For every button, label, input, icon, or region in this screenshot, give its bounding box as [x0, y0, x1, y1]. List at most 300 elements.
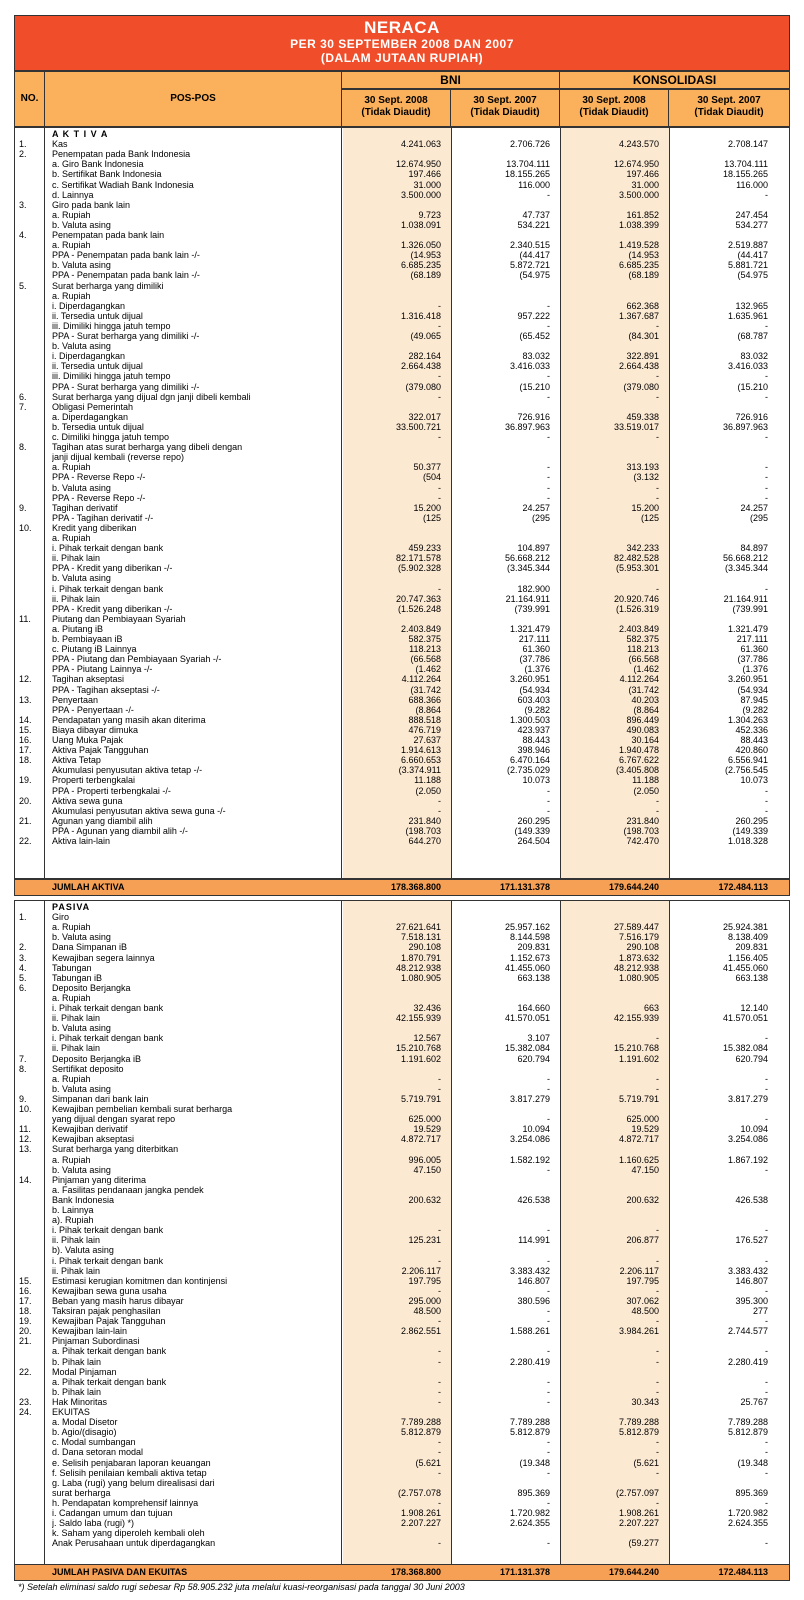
- value-bni-2007: 620.794: [517, 1053, 550, 1064]
- value-bni-2008: -: [438, 1376, 441, 1387]
- total-pasiva-row: [14, 1564, 790, 1581]
- row-label: Kewajiban Pajak Tangguhan: [52, 1316, 166, 1327]
- value-kons-2008: (198.703: [623, 825, 659, 836]
- row-label: k. Saham yang diperoleh kembali oleh: [52, 1528, 205, 1539]
- value-kons-2007: -: [765, 805, 768, 816]
- value-kons-2008: -: [656, 1225, 659, 1236]
- value-bni-2007: -: [547, 1396, 550, 1407]
- value-kons-2007: 277: [752, 1306, 768, 1316]
- value-bni-2007: 7.789.288: [509, 1417, 550, 1428]
- value-bni-2008: 118.213: [409, 644, 441, 655]
- value-kons-2008: (1.462: [633, 664, 659, 675]
- value-bni-2007: (9.282: [524, 704, 550, 715]
- row-label: Kewajiban segera lainnya: [52, 952, 155, 963]
- value-kons-2008: (3.405.808: [615, 765, 659, 776]
- value-bni-2007: (37.786: [519, 654, 550, 665]
- value-kons-2008: -: [656, 1497, 659, 1508]
- value-bni-2008: (1.526.248: [397, 603, 441, 614]
- row-label: Penyertaan: [52, 694, 99, 705]
- value-bni-2007: 24.257: [522, 502, 550, 513]
- row-label: Simpanan dari bank lain: [52, 1093, 149, 1104]
- value-kons-2008: 3.500.000: [618, 189, 659, 200]
- value-bni-2007: 2.340.515: [509, 240, 550, 251]
- row-label: Modal Pinjaman: [52, 1366, 117, 1377]
- value-kons-2007: -: [765, 583, 768, 594]
- row-label: c. Modal sumbangan: [52, 1437, 136, 1448]
- row-label: i. Diperdagangkan: [52, 300, 126, 311]
- row-number: 4.: [19, 230, 27, 240]
- row-label: a. Modal Disetor: [52, 1417, 118, 1428]
- row-number: 22.: [19, 836, 32, 846]
- row-label: b. Pihak lain: [52, 1356, 102, 1367]
- col-header-no: NO.: [14, 71, 45, 127]
- row-label: a. Rupiah: [52, 922, 91, 933]
- value-kons-2007: 3.416.033: [727, 361, 768, 372]
- value-bni-2007: 1.300.503: [509, 714, 550, 725]
- value-kons-2008: 2.207.227: [618, 1518, 659, 1529]
- value-kons-2007: 3.817.279: [727, 1093, 768, 1104]
- value-kons-2007: 2.519.887: [727, 240, 768, 251]
- value-kons-2008: 200.632: [626, 1194, 659, 1205]
- value-kons-2008: 1.080.905: [618, 972, 659, 983]
- row-label: Deposito Berjangka iB: [52, 1053, 142, 1064]
- row-label: a. Piutang iB: [52, 623, 104, 634]
- value-kons-2008: 30.164: [631, 735, 659, 745]
- value-bni-2007: -: [547, 300, 550, 311]
- row-label: a. Rupiah: [52, 290, 91, 301]
- value-kons-2008: (1.526.319: [615, 603, 659, 614]
- row-label: Kewajiban derivatif: [52, 1124, 128, 1135]
- row-label: Aktiva Tetap: [52, 755, 101, 766]
- value-kons-2007: 534.277: [735, 219, 768, 230]
- row-label: g. Laba (rugi) yang belum direalisasi dari: [52, 1477, 215, 1488]
- value-kons-2008: (125: [640, 512, 659, 523]
- value-kons-2007: (15.210: [737, 381, 768, 392]
- value-kons-2008: 5.719.791: [618, 1093, 659, 1104]
- row-label: Biaya dibayar dimuka: [52, 724, 139, 735]
- value-bni-2007: (15.210: [519, 381, 550, 392]
- row-number: 20.: [19, 795, 32, 806]
- value-kons-2008: 1.908.261: [618, 1508, 659, 1518]
- value-bni-2008: -: [438, 1538, 441, 1549]
- value-bni-2007: 61.360: [522, 644, 550, 655]
- value-bni-2007: 10.094: [522, 1124, 550, 1135]
- value-kons-2008: (5.953.301: [615, 563, 659, 574]
- row-label: Surat berharga yang dimiliki: [52, 280, 164, 291]
- value-kons-2008: 582.375: [626, 634, 659, 644]
- value-kons-2008: 206.877: [626, 1235, 659, 1246]
- value-kons-2007: 84.897: [740, 543, 768, 554]
- value-kons-2008: 896.449: [626, 714, 659, 725]
- value-kons-2007: -: [765, 785, 768, 796]
- value-bni-2008: 688.366: [408, 694, 441, 705]
- row-number: 17.: [19, 1295, 32, 1306]
- table-row: [15, 836, 789, 847]
- value-kons-2008: 663: [643, 1003, 659, 1013]
- row-label: Pinjaman yang diterima: [52, 1174, 147, 1185]
- value-bni-2007: (54.975: [519, 270, 550, 281]
- value-kons-2008: 161.852: [626, 209, 659, 220]
- value-kons-2008: -: [656, 1033, 659, 1044]
- value-bni-2008: (504: [422, 472, 441, 483]
- value-kons-2007: (739.991: [732, 603, 768, 614]
- value-bni-2007: -: [547, 1437, 550, 1448]
- value-kons-2007: (54.934: [737, 684, 768, 695]
- value-bni-2007: -: [547, 462, 550, 473]
- row-label: Taksiran pajak penghasilan: [52, 1306, 161, 1316]
- row-label: ii. Pihak lain: [52, 1235, 101, 1246]
- row-label: i. Pihak terkait dengan bank: [52, 1003, 164, 1013]
- row-label: a. Rupiah: [52, 462, 91, 473]
- value-bni-2007: 1.588.261: [509, 1326, 550, 1337]
- value-bni-2008: 1.870.791: [400, 952, 441, 963]
- value-kons-2008: -: [656, 1356, 659, 1367]
- value-kons-2008: 47.150: [631, 1164, 659, 1175]
- value-bni-2008: 47.150: [413, 1164, 441, 1175]
- value-kons-2008: -: [656, 1346, 659, 1357]
- value-bni-2007: 6.470.164: [509, 755, 550, 766]
- value-bni-2008: -: [438, 1467, 441, 1478]
- value-kons-2007: 2.280.419: [727, 1356, 768, 1367]
- row-label: Kewajiban akseptasi: [52, 1134, 135, 1145]
- value-bni-2008: 625.000: [408, 1114, 441, 1125]
- value-kons-2007: (19.348: [737, 1457, 768, 1468]
- value-bni-2008: 20.747.363: [395, 593, 441, 604]
- value-kons-2008: 20.920.746: [613, 593, 659, 604]
- value-bni-2008: -: [438, 1447, 441, 1458]
- row-number: 9.: [19, 1093, 27, 1104]
- row-label: Uang Muka Pajak: [52, 735, 124, 745]
- value-kons-2007: 1.321.479: [727, 623, 768, 634]
- value-bni-2008: (198.703: [405, 825, 441, 836]
- row-label: b. Agio/(disagio): [52, 1427, 117, 1438]
- value-bni-2007: 1.582.192: [509, 1154, 550, 1165]
- row-label: a. Diperdagangkan: [52, 411, 129, 422]
- row-label: Properti terbengkalai: [52, 775, 136, 786]
- value-bni-2007: -: [547, 371, 550, 382]
- total-bni-2007: 171.131.378: [499, 882, 550, 892]
- row-label: b. Valuta asing: [52, 932, 111, 943]
- value-bni-2008: -: [438, 583, 441, 594]
- row-label: Surat berharga yang diterbitkan: [52, 1144, 179, 1155]
- value-kons-2007: -: [765, 1497, 768, 1508]
- row-number: 10.: [19, 522, 32, 533]
- col-header-bni-2008: 30 Sept. 2008 (Tidak Diaudit): [341, 89, 451, 127]
- value-kons-2007: 56.668.212: [722, 553, 768, 564]
- value-kons-2007: -: [765, 1538, 768, 1549]
- value-bni-2007: 114.991: [518, 1235, 550, 1246]
- row-number: 6.: [19, 982, 27, 993]
- value-bni-2008: 50.377: [413, 462, 441, 473]
- row-number: 15.: [19, 1275, 32, 1286]
- value-bni-2008: -: [438, 805, 441, 816]
- row-label: PPA - Reverse Repo -/-: [52, 492, 146, 503]
- value-kons-2007: -: [765, 1255, 768, 1266]
- value-bni-2007: 260.295: [517, 815, 550, 826]
- row-label: yang dijual dengan syarat repo: [52, 1114, 176, 1125]
- value-bni-2007: 10.073: [522, 775, 550, 786]
- value-kons-2007: -: [765, 1164, 768, 1175]
- row-label: j. Saldo laba (rugi) *): [52, 1518, 135, 1529]
- total-kons-2007: 172.484.113: [718, 1567, 768, 1577]
- col-header-bni-2007: 30 Sept. 2007 (Tidak Diaudit): [450, 89, 560, 127]
- row-label: Estimasi kerugian komitmen dan kontinjensi: [52, 1275, 228, 1286]
- row-label: PPA - Reverse Repo -/-: [52, 472, 146, 483]
- row-label: Surat berharga yang dijual dgn janji dibeli kembali: [52, 391, 251, 402]
- value-bni-2008: 1.326.050: [400, 240, 441, 251]
- value-bni-2008: (5.902.328: [397, 563, 441, 574]
- value-bni-2007: 3.416.033: [509, 361, 550, 372]
- value-bni-2007: (3.345.344: [506, 563, 550, 574]
- row-label: ii. Tersedia untuk dijual: [52, 310, 143, 321]
- value-bni-2007: 264.504: [517, 836, 550, 846]
- value-kons-2008: 6.767.622: [618, 755, 659, 766]
- value-kons-2007: 12.140: [740, 1003, 768, 1013]
- row-number: 21.: [19, 1336, 32, 1347]
- value-kons-2008: (66.568: [628, 654, 659, 665]
- row-label: ii. Pihak lain: [52, 593, 101, 604]
- value-kons-2007: (44.417: [737, 250, 768, 261]
- row-number: 21.: [19, 815, 32, 826]
- value-bni-2008: 82.171.578: [395, 553, 441, 564]
- value-kons-2008: 42.155.939: [613, 1013, 659, 1024]
- value-bni-2007: 3.254.086: [509, 1134, 550, 1145]
- row-number: 9.: [19, 502, 27, 513]
- value-kons-2008: 4.243.570: [618, 139, 659, 150]
- row-label: Kredit yang diberikan: [52, 522, 137, 533]
- value-kons-2007: -: [765, 391, 768, 402]
- value-bni-2007: 423.937: [517, 724, 550, 735]
- value-bni-2008: 4.241.063: [400, 139, 441, 150]
- row-number: 18.: [19, 1306, 32, 1316]
- value-bni-2007: 3.817.279: [509, 1093, 550, 1104]
- row-label: ii. Pihak lain: [52, 553, 101, 564]
- value-bni-2008: 12.567: [413, 1033, 441, 1044]
- value-kons-2007: 420.860: [735, 745, 768, 756]
- value-kons-2007: (1.376: [742, 664, 768, 675]
- row-number: 11.: [19, 1124, 31, 1135]
- value-bni-2008: 1.038.091: [400, 219, 441, 230]
- value-bni-2008: 322.017: [408, 411, 441, 422]
- value-bni-2007: -: [547, 1467, 550, 1478]
- report-subtitle-date: PER 30 SEPTEMBER 2008 DAN 2007: [290, 37, 514, 51]
- value-bni-2008: -: [438, 371, 441, 382]
- value-bni-2008: 582.375: [408, 634, 441, 644]
- value-kons-2007: 1.018.328: [727, 836, 768, 846]
- row-number: 16.: [19, 1285, 32, 1296]
- value-kons-2008: 2.403.849: [618, 623, 659, 634]
- value-bni-2007: 104.897: [517, 543, 550, 554]
- value-bni-2008: 2.403.849: [400, 623, 441, 634]
- value-bni-2008: 6.660.653: [400, 755, 441, 766]
- value-kons-2008: (2.757.097: [615, 1487, 659, 1498]
- value-kons-2007: -: [765, 1467, 768, 1478]
- value-bni-2007: 41.570.051: [504, 1013, 550, 1024]
- value-kons-2007: 620.794: [735, 1053, 768, 1064]
- value-bni-2007: -: [547, 391, 550, 402]
- value-bni-2007: 146.807: [517, 1275, 550, 1286]
- value-bni-2008: 7.518.131: [400, 932, 441, 943]
- value-bni-2007: 5.872.721: [509, 260, 550, 271]
- value-kons-2007: 10.073: [740, 775, 768, 786]
- row-label: PPA - Surat berharga yang dimiliki -/-: [52, 331, 200, 341]
- total-bni-2007: 171.131.378: [499, 1567, 550, 1577]
- row-label: Hak Minoritas: [52, 1396, 108, 1407]
- row-label: Deposito Berjangka: [52, 982, 131, 993]
- col-header-kons-2008: 30 Sept. 2008 (Tidak Diaudit): [559, 89, 669, 127]
- value-bni-2007: -: [547, 1073, 550, 1084]
- row-label: b. Tersedia untuk dijual: [52, 421, 144, 432]
- value-kons-2007: 21.164.911: [723, 593, 768, 604]
- value-kons-2008: (31.742: [628, 684, 659, 695]
- value-kons-2008: 6.685.235: [618, 260, 659, 271]
- value-kons-2008: (379.080: [623, 381, 659, 392]
- value-bni-2007: (44.417: [519, 250, 550, 261]
- value-kons-2007: -: [765, 472, 768, 483]
- row-label: c. Sertifikat Wadiah Bank Indonesia: [52, 179, 194, 190]
- value-bni-2007: (19.348: [519, 1457, 550, 1468]
- value-bni-2008: (1.462: [415, 664, 441, 675]
- row-number: 2.: [19, 942, 27, 953]
- total-aktiva-row: [14, 879, 790, 896]
- value-kons-2008: 342.233: [626, 543, 659, 554]
- value-bni-2008: (5.621: [415, 1457, 441, 1468]
- row-label: iii. Dimiliki hingga jatuh tempo: [52, 320, 171, 331]
- value-kons-2007: 36.897.963: [722, 421, 768, 432]
- value-bni-2008: 295.000: [408, 1295, 441, 1306]
- value-bni-2007: 603.403: [517, 694, 550, 705]
- value-bni-2008: 996.005: [408, 1154, 441, 1165]
- value-bni-2007: -: [547, 1255, 550, 1266]
- value-kons-2008: 2.664.438: [618, 361, 659, 372]
- value-bni-2007: (295: [531, 512, 550, 523]
- value-kons-2008: 40.203: [631, 694, 659, 705]
- row-number: 24.: [19, 1407, 32, 1417]
- value-kons-2008: 1.873.632: [618, 952, 659, 963]
- value-kons-2007: -: [765, 1083, 768, 1094]
- value-bni-2007: 5.812.879: [509, 1427, 550, 1438]
- value-bni-2008: 282.164: [408, 351, 441, 362]
- value-kons-2007: 895.369: [735, 1487, 768, 1498]
- value-kons-2007: -: [765, 482, 768, 493]
- value-bni-2007: -: [547, 1306, 550, 1316]
- row-label: i. Cadangan umum dan tujuan: [52, 1508, 173, 1518]
- row-label: b. Valuta asing: [52, 1083, 111, 1094]
- value-bni-2007: 398.946: [517, 745, 550, 756]
- value-bni-2008: -: [438, 1083, 441, 1094]
- value-kons-2008: 307.062: [626, 1295, 659, 1306]
- row-number: 6.: [19, 391, 27, 402]
- value-bni-2008: -: [438, 1073, 441, 1084]
- row-number: 18.: [19, 755, 32, 766]
- value-kons-2007: 10.094: [740, 1124, 768, 1135]
- value-bni-2007: -: [547, 189, 550, 200]
- row-label: i. Pihak terkait dengan bank: [52, 543, 164, 554]
- value-kons-2008: (2.050: [633, 785, 659, 796]
- value-bni-2007: 182.900: [517, 583, 550, 594]
- value-bni-2007: -: [547, 320, 550, 331]
- row-number: 5.: [19, 280, 27, 291]
- row-number: 13.: [19, 694, 32, 705]
- value-kons-2007: 260.295: [735, 815, 768, 826]
- value-kons-2008: (14.953: [628, 250, 659, 261]
- value-bni-2008: -: [438, 1396, 441, 1407]
- aktiva-section: [14, 127, 790, 879]
- value-kons-2008: -: [656, 1447, 659, 1458]
- value-kons-2008: 1.191.602: [618, 1053, 659, 1064]
- row-label: PPA - Penyertaan -/-: [52, 704, 134, 715]
- row-number: 2.: [19, 149, 27, 160]
- value-kons-2007: 41.570.051: [722, 1013, 768, 1024]
- row-number: 7.: [19, 1053, 27, 1064]
- value-kons-2007: 15.382.084: [722, 1043, 768, 1054]
- value-kons-2008: 3.984.261: [618, 1326, 659, 1337]
- group-header-bni: BNI: [341, 71, 560, 89]
- row-number: 19.: [19, 775, 32, 786]
- value-bni-2008: 2.206.117: [401, 1265, 441, 1276]
- value-kons-2008: -: [656, 1285, 659, 1296]
- value-bni-2008: 48.212.938: [395, 962, 441, 973]
- row-number: 5.: [19, 972, 27, 983]
- value-bni-2007: 1.152.673: [509, 952, 550, 963]
- value-bni-2007: 13.704.111: [506, 159, 550, 170]
- value-kons-2007: (68.787: [737, 331, 768, 341]
- row-label: Penempatan pada Bank Indonesia: [52, 149, 191, 160]
- value-bni-2008: 200.632: [408, 1194, 441, 1205]
- row-label: i. Pihak terkait dengan bank: [52, 1033, 164, 1044]
- row-label: Pendapatan yang masih akan diterima: [52, 714, 206, 725]
- value-bni-2008: 2.862.551: [400, 1326, 441, 1337]
- row-number: 7.: [19, 401, 27, 412]
- value-kons-2008: 1.940.478: [618, 745, 659, 756]
- value-bni-2008: (68.189: [410, 270, 441, 281]
- value-bni-2007: (54.934: [519, 684, 550, 695]
- value-bni-2007: -: [547, 482, 550, 493]
- row-label: ii. Pihak lain: [52, 1043, 101, 1054]
- value-kons-2007: 1.304.263: [727, 714, 768, 725]
- row-number: 3.: [19, 952, 27, 963]
- value-kons-2008: -: [656, 795, 659, 806]
- value-bni-2007: 1.720.982: [509, 1508, 550, 1518]
- value-kons-2008: 7.789.288: [618, 1417, 659, 1428]
- value-kons-2007: -: [765, 320, 768, 331]
- value-kons-2008: 5.812.879: [618, 1427, 659, 1438]
- row-label: i. Diperdagangkan: [52, 351, 126, 362]
- value-kons-2008: -: [656, 371, 659, 382]
- value-kons-2007: 88.443: [740, 735, 768, 745]
- row-label: b. Valuta asing: [52, 573, 111, 584]
- value-bni-2007: -: [547, 432, 550, 442]
- row-label: i. Pihak terkait dengan bank: [52, 583, 164, 594]
- value-bni-2008: 32.436: [413, 1003, 441, 1013]
- row-label: d. Dana setoran modal: [52, 1447, 144, 1458]
- row-label: a. Pihak terkait dengan bank: [52, 1376, 167, 1387]
- value-bni-2007: 83.032: [522, 351, 550, 362]
- value-kons-2007: 24.257: [740, 502, 768, 513]
- row-label: Agunan yang diambil alih: [52, 815, 153, 826]
- row-number: 11.: [19, 613, 31, 624]
- value-bni-2007: 21.164.911: [505, 593, 550, 604]
- row-label: Tagihan akseptasi: [52, 674, 125, 685]
- value-bni-2007: 18.155.265: [504, 169, 550, 180]
- value-kons-2007: 5.881.721: [727, 260, 768, 271]
- value-bni-2007: -: [547, 1316, 550, 1327]
- row-number: 16.: [19, 735, 32, 745]
- value-kons-2008: 1.367.687: [618, 310, 659, 321]
- value-kons-2008: 7.516.179: [618, 932, 659, 943]
- value-bni-2007: -: [547, 1376, 550, 1387]
- value-kons-2007: 25.767: [740, 1396, 768, 1407]
